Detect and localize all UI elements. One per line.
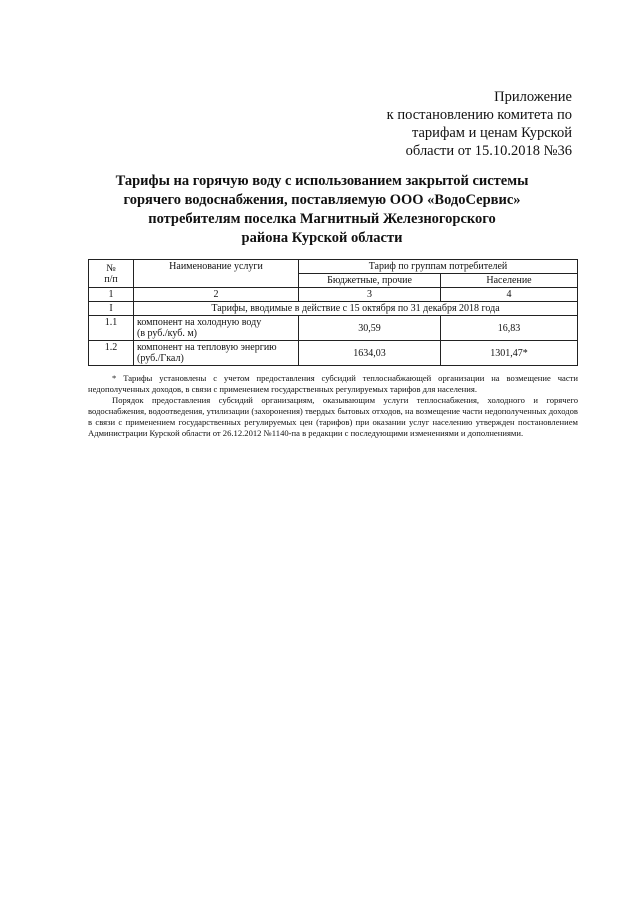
column-numbers-row bbox=[89, 288, 578, 302]
title-line-2: горячего водоснабжения, поставляемую ООО «ВодоСервис» bbox=[123, 192, 521, 208]
section-row bbox=[89, 302, 578, 316]
row-service-line-2: (в руб./куб. м) bbox=[137, 328, 197, 339]
row-service-name bbox=[134, 316, 299, 341]
footnote-subsidy: * Тарифы установлены с учетом предоставления субсидий теплоснабжающей организации на возмещение части недополученных доходов, в связи с применением государственных регулируемых тарифов для населения. bbox=[88, 373, 578, 394]
row-population-value: 16,83 bbox=[441, 316, 578, 341]
appendix-line-3: тарифам и ценам Курской bbox=[411, 125, 572, 141]
col-number-4: 4 bbox=[441, 288, 578, 302]
header-num-symbol: № bbox=[106, 262, 116, 274]
table-row bbox=[89, 316, 578, 341]
row-service-line-1: компонент на тепловую энергию bbox=[137, 342, 277, 353]
header-service: Наименование услуги bbox=[134, 260, 299, 288]
section-num: I bbox=[89, 302, 134, 316]
title-line-4: района Курской области bbox=[241, 230, 403, 246]
header-budget: Бюджетные, прочие bbox=[299, 274, 441, 288]
col-number-1: 1 bbox=[89, 288, 134, 302]
appendix-line-2: к постановлению комитета по bbox=[386, 107, 572, 123]
row-service-name bbox=[134, 341, 299, 366]
document-title bbox=[100, 172, 544, 248]
col-number-3: 3 bbox=[299, 288, 441, 302]
row-num: 1.2 bbox=[89, 341, 134, 366]
appendix-line-1: Приложение bbox=[494, 89, 572, 105]
title-line-1: Тарифы на горячую воду с использованием закрытой системы bbox=[115, 173, 529, 189]
tariff-table bbox=[88, 259, 578, 366]
appendix-line-4: области от 15.10.2018 №36 bbox=[405, 143, 572, 159]
appendix-header bbox=[342, 88, 572, 160]
row-service-line-1: компонент на холодную воду bbox=[137, 317, 262, 328]
footnotes bbox=[88, 373, 578, 439]
row-service-line-2: (руб./Гкал) bbox=[137, 353, 184, 364]
title-line-3: потребителям поселка Магнитный Железногорского bbox=[148, 211, 496, 227]
footnote-procedure: Порядок предоставления субсидий организациям, оказывающим услуги теплоснабжения, холодного и горячего водоснабжения, водоотведения, утилизации (захоронения) твердых бытовых отходов, на возмещение части недополученных доходов в связи с применением государственных регулируемых цен (тарифов) при оказании услуг населению утвержден постановлением Администрации Курской области от 26.12.2012 №1140-па в редакции с последующими изменениями и дополнениями. bbox=[88, 395, 578, 438]
header-num bbox=[89, 260, 134, 288]
table-header-row bbox=[89, 260, 578, 274]
row-budget-value: 30,59 bbox=[299, 316, 441, 341]
section-label: Тарифы, вводимые в действие с 15 октября по 31 декабря 2018 года bbox=[134, 302, 578, 316]
header-population: Население bbox=[441, 274, 578, 288]
row-population-value: 1301,47* bbox=[441, 341, 578, 366]
header-tariff-group: Тариф по группам потребителей bbox=[299, 260, 578, 274]
col-number-2: 2 bbox=[134, 288, 299, 302]
table-row bbox=[89, 341, 578, 366]
header-num-abbr: п/п bbox=[104, 273, 118, 285]
row-num: 1.1 bbox=[89, 316, 134, 341]
row-budget-value: 1634,03 bbox=[299, 341, 441, 366]
